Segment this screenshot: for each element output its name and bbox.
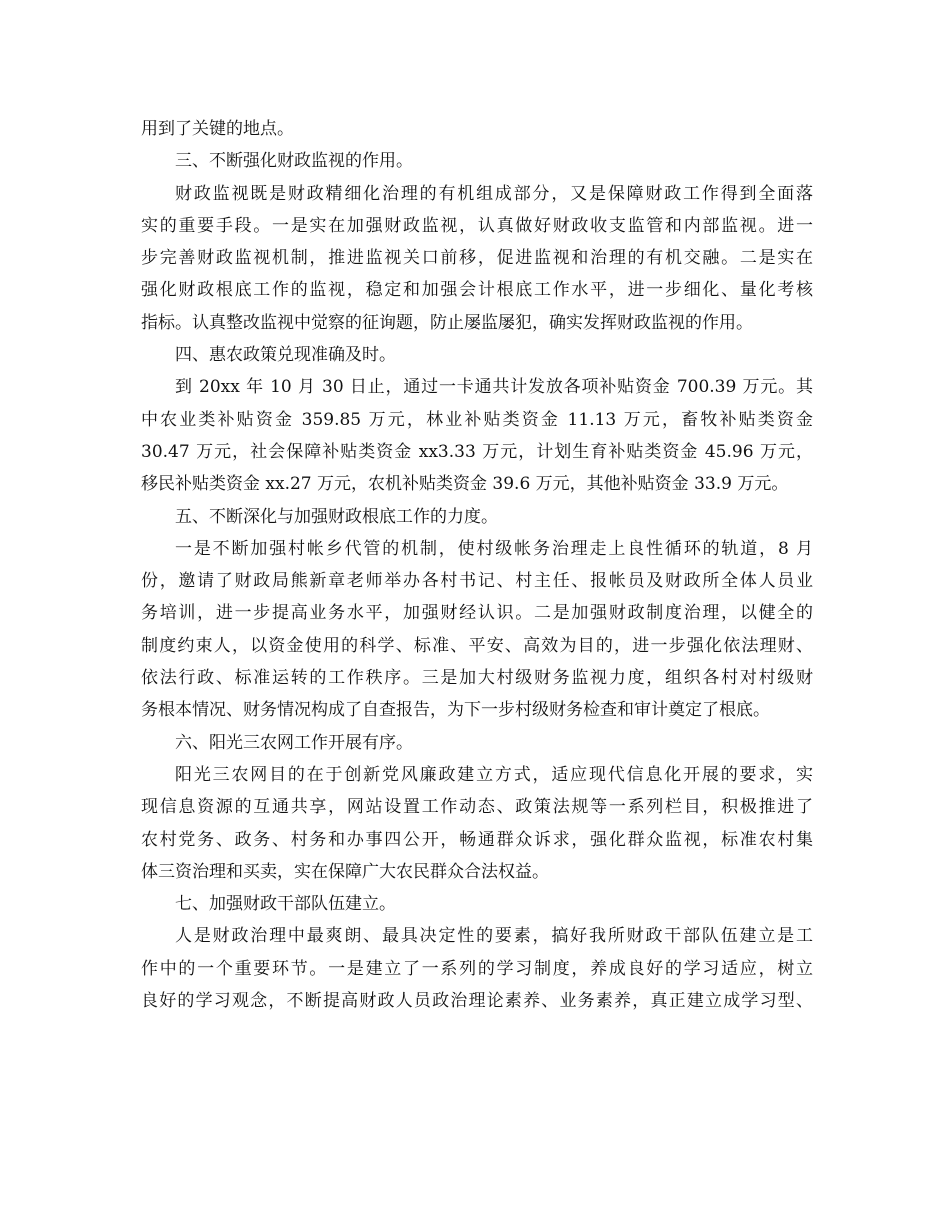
- text-line: 实的重要手段。一是实在加强财政监视，认真做好财政收支监管和内部监视。进一: [141, 215, 813, 236]
- text-line: 制度约束人，以资金使用的科学、标准、平安、高效为目的，进一步强化依法理财、: [141, 635, 813, 656]
- text-line: 务根本情况、财务情况构成了自查报告，为下一步村级财务检查和审计奠定了根底。: [141, 700, 770, 721]
- text-line: 农村党务、政务、村务和办事四公开，畅通群众诉求，强化群众监视，标准农村集: [141, 829, 813, 850]
- text-line: 七、加强财政干部队伍建立。: [175, 894, 396, 915]
- text-line: 四、惠农政策兑现准确及时。: [175, 345, 396, 366]
- text-line: 一是不断加强村帐乡代管的机制，使村级帐务治理走上良性循环的轨道，8 月: [175, 538, 813, 559]
- text-line: 依法行政、标准运转的工作秩序。三是加大村级财务监视力度，组织各村对村级财: [141, 668, 813, 689]
- document-body: [141, 113, 813, 1017]
- text-line: 步完善财政监视机制，推进监视关口前移，促进监视和治理的有机交融。二是实在: [141, 248, 813, 269]
- text-line: 强化财政根底工作的监视，稳定和加强会计根底工作水平，进一步细化、量化考核: [141, 280, 813, 301]
- text-line: 现信息资源的互通共享，网站设置工作动态、政策法规等一系列栏目，积极推进了: [141, 797, 813, 818]
- text-line: 阳光三农网目的在于创新党风廉政建立方式，适应现代信息化开展的要求，实: [175, 764, 813, 785]
- text-line: 份，邀请了财政局熊新章老师举办各村书记、村主任、报帐员及财政所全体人员业: [141, 571, 813, 592]
- text-line: 作中的一个重要环节。一是建立了一系列的学习制度，养成良好的学习适应，树立: [141, 958, 813, 979]
- text-line: 人是财政治理中最爽朗、最具决定性的要素，搞好我所财政干部队伍建立是工: [175, 926, 813, 947]
- text-line: 到 20xx 年 10 月 30 日止，通过一卡通共计发放各项补贴资金 700.39 万元。其: [175, 377, 813, 398]
- text-line: 财政监视既是财政精细化治理的有机组成部分，又是保障财政工作得到全面落: [175, 183, 813, 204]
- text-line: 30.47 万元，社会保障补贴类资金 xx3.33 万元，计划生育补贴类资金 45.96 万元，: [141, 441, 813, 462]
- text-line: 中农业类补贴资金 359.85 万元，林业补贴类资金 11.13 万元，畜牧补贴类资金: [141, 409, 813, 430]
- text-line: 良好的学习观念，不断提高财政人员政治理论素养、业务素养，真正建立成学习型、: [141, 991, 813, 1012]
- text-line: 五、不断深化与加强财政根底工作的力度。: [175, 506, 498, 527]
- text-line: 指标。认真整改监视中觉察的征询题，防止屡监屡犯，确实发挥财政监视的作用。: [141, 312, 753, 333]
- text-line: 移民补贴类资金 xx.27 万元，农机补贴类资金 39.6 万元，其他补贴资金 33.9 万元。: [141, 474, 789, 495]
- text-line: 用到了关键的地点。: [141, 119, 294, 139]
- text-line: 务培训，进一步提高业务水平，加强财经认识。二是加强财政制度治理，以健全的: [141, 603, 813, 624]
- text-line: 六、阳光三农网工作开展有序。: [175, 732, 413, 753]
- text-line: 三、不断强化财政监视的作用。: [175, 151, 413, 172]
- text-line: 体三资治理和买卖，实在保障广大农民群众合法权益。: [141, 861, 549, 882]
